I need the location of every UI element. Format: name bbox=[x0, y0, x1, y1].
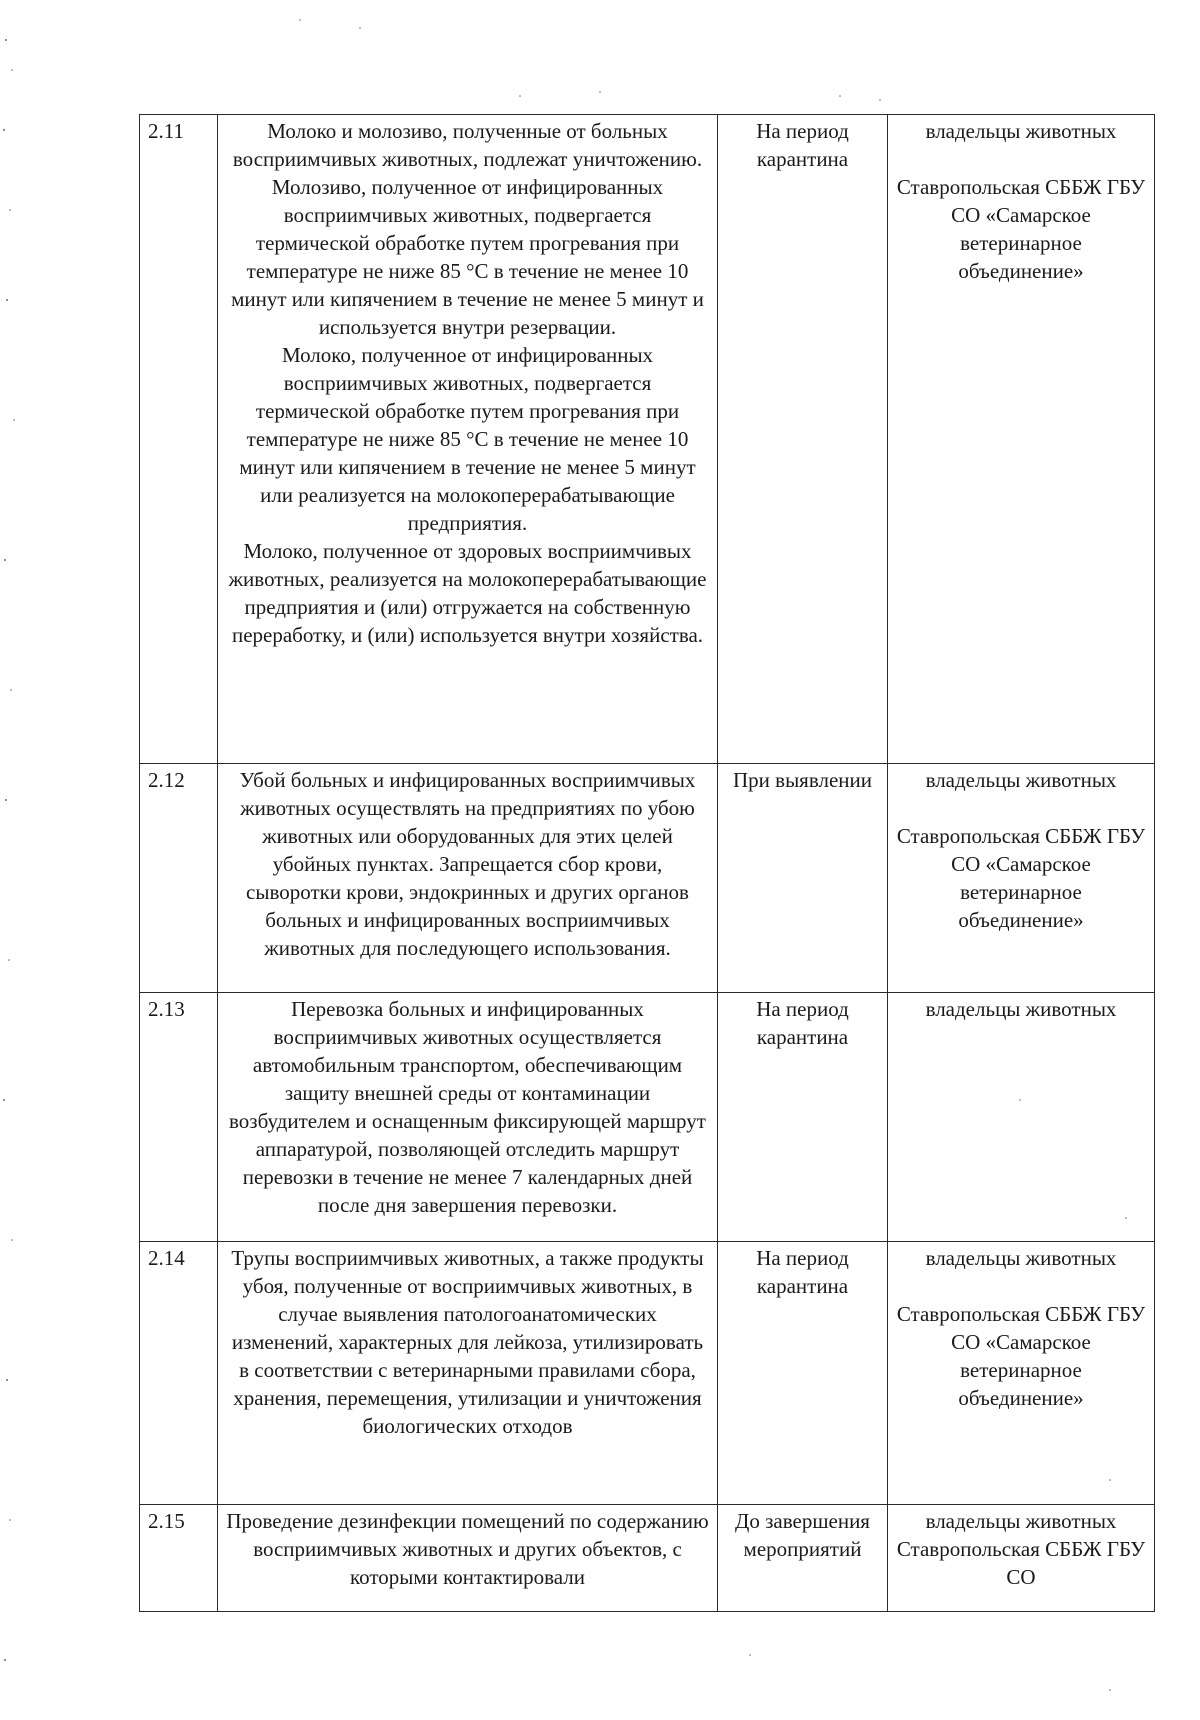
table-row bbox=[140, 1242, 1155, 1505]
item-number: 2.13 bbox=[140, 993, 218, 1242]
measure-description bbox=[218, 764, 718, 993]
description-paragraph: Молоко, полученное от здоровых восприимчивых животных, реализуется на молокоперерабатывающие предприятия и (или) отгружается на собственную переработку, и (или) используется внутри хозяйства. bbox=[228, 539, 707, 647]
responsible-organization: Ставропольская СББЖ ГБУ СО «Самарское ветеринарное объединение» bbox=[896, 1302, 1146, 1410]
item-number: 2.15 bbox=[140, 1505, 218, 1612]
description-paragraph: Молоко, полученное от инфицированных восприимчивых животных, подвергается термической обработке путем прогревания при температуре не ниже 85 °С в течение не менее 10 минут или кипячением в течение не менее 5 минут или реализуется на молокоперерабатывающие предприятия. bbox=[239, 343, 696, 535]
responsible-parties bbox=[888, 1242, 1155, 1505]
table-row bbox=[140, 764, 1155, 993]
measure-term: На период карантина bbox=[718, 993, 888, 1242]
measure-description bbox=[218, 993, 718, 1242]
description-paragraph: Проведение дезинфекции помещений по содержанию восприимчивых животных и других объектов, с которыми контактировали bbox=[226, 1509, 709, 1589]
measures-table bbox=[139, 114, 1155, 1612]
measure-term: На период карантина bbox=[718, 1242, 888, 1505]
responsible-parties bbox=[888, 115, 1155, 764]
responsible-organization: Ставропольская СББЖ ГБУ СО «Самарское ветеринарное объединение» bbox=[896, 824, 1146, 932]
measure-term bbox=[718, 1505, 888, 1612]
description-paragraph: Перевозка больных и инфицированных восприимчивых животных осуществляется автомобильным транспортом, обеспечивающим защиту внешней среды от контаминации возбудителем и оснащенным фиксирующей маршрут аппаратурой, позволяющей отследить маршрут перевозки в течение не менее 7 календарных дней после дня завершения перевозки. bbox=[229, 997, 706, 1217]
measure-description bbox=[218, 115, 718, 764]
measure-term-text: До завершения мероприятий bbox=[735, 1509, 870, 1561]
measure-term: На период карантина bbox=[718, 115, 888, 764]
responsible-owners: владельцы животных bbox=[925, 997, 1117, 1021]
measure-description bbox=[218, 1505, 718, 1612]
description-paragraph: Убой больных и инфицированных восприимчивых животных осуществлять на предприятиях по убою животных или оборудованных для этих целей убойных пунктах. Запрещается сбор крови, сыворотки крови, эндокринных и других органов больных и инфицированных восприимчивых животных для последующего использования. bbox=[239, 768, 696, 960]
item-number: 2.11 bbox=[140, 115, 218, 764]
measure-description bbox=[218, 1242, 718, 1505]
responsible-organization: Ставропольская СББЖ ГБУ СО «Самарское ветеринарное объединение» bbox=[896, 175, 1146, 283]
responsible-organization: Ставропольская СББЖ ГБУ СО bbox=[896, 1537, 1146, 1589]
description-paragraph: Трупы восприимчивых животных, а также продукты убоя, полученные от восприимчивых животных, в случае выявления патологоанатомических изменений, характерных для лейкоза, утилизировать в соответствии с ветеринарными правилами сбора, хранения, перемещения, утилизации и уничтожения биологических отходов bbox=[231, 1246, 704, 1438]
table-row bbox=[140, 993, 1155, 1242]
responsible-parties bbox=[888, 993, 1155, 1242]
item-number: 2.12 bbox=[140, 764, 218, 993]
responsible-owners: владельцы животных bbox=[925, 119, 1117, 143]
responsible-owners: владельцы животных bbox=[925, 1509, 1117, 1533]
responsible-parties bbox=[888, 1505, 1155, 1612]
table-row bbox=[140, 115, 1155, 764]
measure-term: При выявлении bbox=[718, 764, 888, 993]
item-number: 2.14 bbox=[140, 1242, 218, 1505]
responsible-owners: владельцы животных bbox=[925, 1246, 1117, 1270]
table-row bbox=[140, 1505, 1155, 1612]
description-paragraph: Молоко и молозиво, полученные от больных восприимчивых животных, подлежат уничтожению. Молозиво, полученное от инфицированных восприимчивых животных, подвергается термической обработке путем прогревания при температуре не ниже 85 °С в течение не менее 10 минут или кипячением в течение не менее 5 минут и используется внутри резервации. bbox=[231, 119, 704, 339]
responsible-parties bbox=[888, 764, 1155, 993]
responsible-owners: владельцы животных bbox=[925, 768, 1117, 792]
